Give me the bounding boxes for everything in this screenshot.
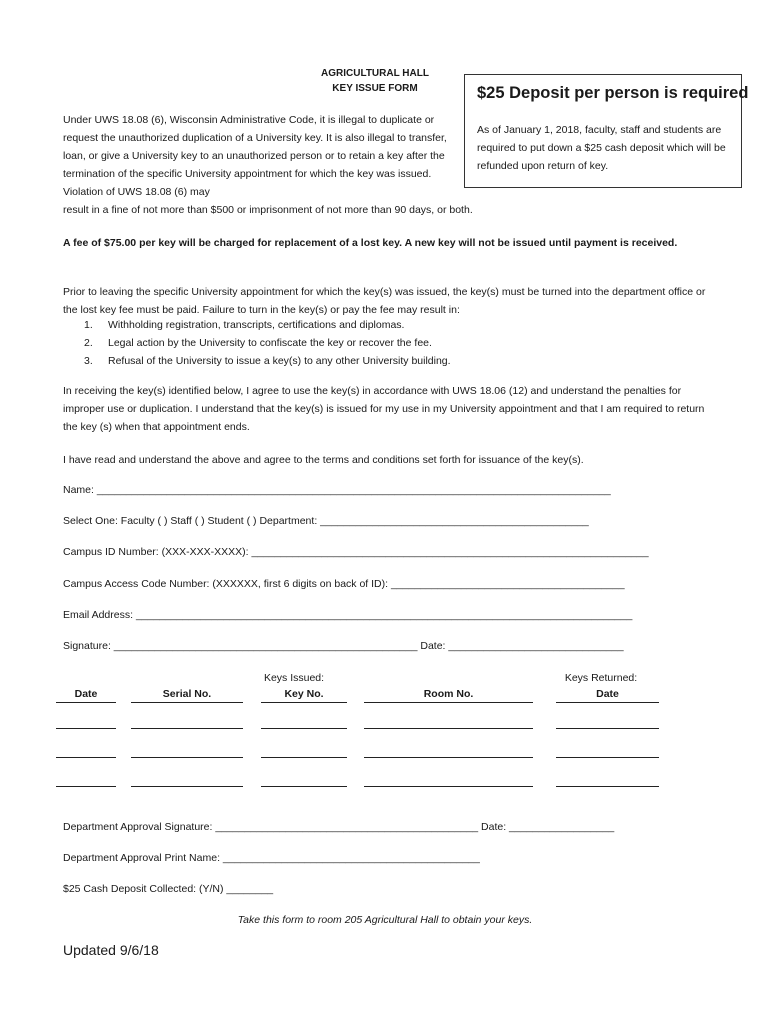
campus-id-field[interactable]: Campus ID Number: (XXX-XXX-XXXX): ____________________________________________________________________ xyxy=(63,546,649,558)
header-line-1: AGRICULTURAL HALL xyxy=(321,68,429,79)
list-item-number: 2. xyxy=(84,337,93,349)
list-item-number: 1. xyxy=(84,319,93,331)
access-code-field[interactable]: Campus Access Code Number: (XXXXXX, first 6 digits on back of ID): ________________________________________ xyxy=(63,578,625,590)
form-header xyxy=(300,66,450,96)
column-header-key-no: Key No. xyxy=(261,687,347,703)
list-item-text: Legal action by the University to confiscate the key or recover the fee. xyxy=(108,337,432,349)
table-row-line[interactable] xyxy=(261,728,347,729)
intro-paragraph: Under UWS 18.08 (6), Wisconsin Administrative Code, it is illegal to duplicate or request the unauthorized duplication of a University key. It is also illegal to transfer, loan, or give a University key to an unauthorized person or to retain a key after the termination of the specific University appointment for which the key was issued. Violation of UWS 18.08 (6) may xyxy=(63,114,447,198)
email-field[interactable]: Email Address: _____________________________________________________________________________________ xyxy=(63,609,633,621)
deposit-notice-box xyxy=(464,74,749,188)
list-item-text: Withholding registration, transcripts, certifications and diplomas. xyxy=(108,319,405,331)
table-row-line[interactable] xyxy=(556,757,659,758)
agreement-paragraph: In receiving the key(s) identified below, I agree to use the key(s) in accordance with UWS 18.06 (12) and understand the penalties for improper use or duplication. I understand that the key(s) is issued for my use in my University appointment and that I am required to return the key (s) when that appointment ends. xyxy=(63,385,705,433)
list-item xyxy=(84,316,451,334)
list-item-text: Refusal of the University to issue a key(s) to any other University building. xyxy=(108,355,451,367)
list-item xyxy=(84,352,451,370)
header-line-2: KEY ISSUE FORM xyxy=(332,83,418,94)
department-approval-print-name-field[interactable]: Department Approval Print Name: ____________________________________________ xyxy=(63,852,480,864)
deposit-notice-text: As of January 1, 2018, faculty, staff and students are required to put down a $25 cash deposit which will be refunded upon return of key. xyxy=(477,124,726,172)
signature-field[interactable]: Signature: ____________________________________________________ Date: ______________________________ xyxy=(63,640,624,652)
consequences-list xyxy=(84,316,451,370)
table-row-line[interactable] xyxy=(556,786,659,787)
acknowledgement: I have read and understand the above and agree to the terms and conditions set forth for issuance of the key(s). xyxy=(63,454,584,466)
column-header-room-no: Room No. xyxy=(364,687,533,703)
table-row-line[interactable] xyxy=(364,757,533,758)
keys-returned-label: Keys Returned: xyxy=(564,672,638,684)
list-item-number: 3. xyxy=(84,355,93,367)
column-header-date: Date xyxy=(56,687,116,703)
list-item xyxy=(84,334,451,352)
fee-notice: A fee of $75.00 per key will be charged for replacement of a lost key. A new key will not be issued until payment is received. xyxy=(63,237,678,249)
table-row-line[interactable] xyxy=(131,757,243,758)
table-row-line[interactable] xyxy=(261,757,347,758)
role-department-field[interactable]: Select One: Faculty ( ) Staff ( ) Student ( ) Department: ______________________________________________ xyxy=(63,515,589,527)
table-row-line[interactable] xyxy=(261,786,347,787)
cash-deposit-field[interactable]: $25 Cash Deposit Collected: (Y/N) ________ xyxy=(63,883,274,895)
department-approval-signature-field[interactable]: Department Approval Signature: _____________________________________________ Date: __________________ xyxy=(63,821,615,833)
table-row-line[interactable] xyxy=(556,728,659,729)
keys-issued-label: Keys Issued: xyxy=(263,672,325,684)
table-row-line[interactable] xyxy=(56,786,116,787)
instruction-text: Take this form to room 205 Agricultural Hall to obtain your keys. xyxy=(237,914,533,926)
column-header-serial-no: Serial No. xyxy=(131,687,243,703)
updated-date: Updated 9/6/18 xyxy=(63,942,159,958)
intro-paragraph-last-line: result in a fine of not more than $500 or imprisonment of not more than 90 days, or both. xyxy=(63,204,473,216)
deposit-notice-title: $25 Deposit per person is required xyxy=(477,84,749,102)
table-row-line[interactable] xyxy=(131,728,243,729)
prior-paragraph: Prior to leaving the specific University appointment for which the key(s) was issued, the key(s) must be turned into the department office or the lost key fee must be paid. Failure to turn in the key(s) or pay the fee may result in: xyxy=(63,286,706,316)
table-row-line[interactable] xyxy=(364,786,533,787)
table-row-line[interactable] xyxy=(364,728,533,729)
column-header-return-date: Date xyxy=(556,687,659,703)
table-row-line[interactable] xyxy=(56,757,116,758)
table-row-line[interactable] xyxy=(131,786,243,787)
table-row-line[interactable] xyxy=(56,728,116,729)
name-field[interactable]: Name: ________________________________________________________________________________________ xyxy=(63,484,611,496)
